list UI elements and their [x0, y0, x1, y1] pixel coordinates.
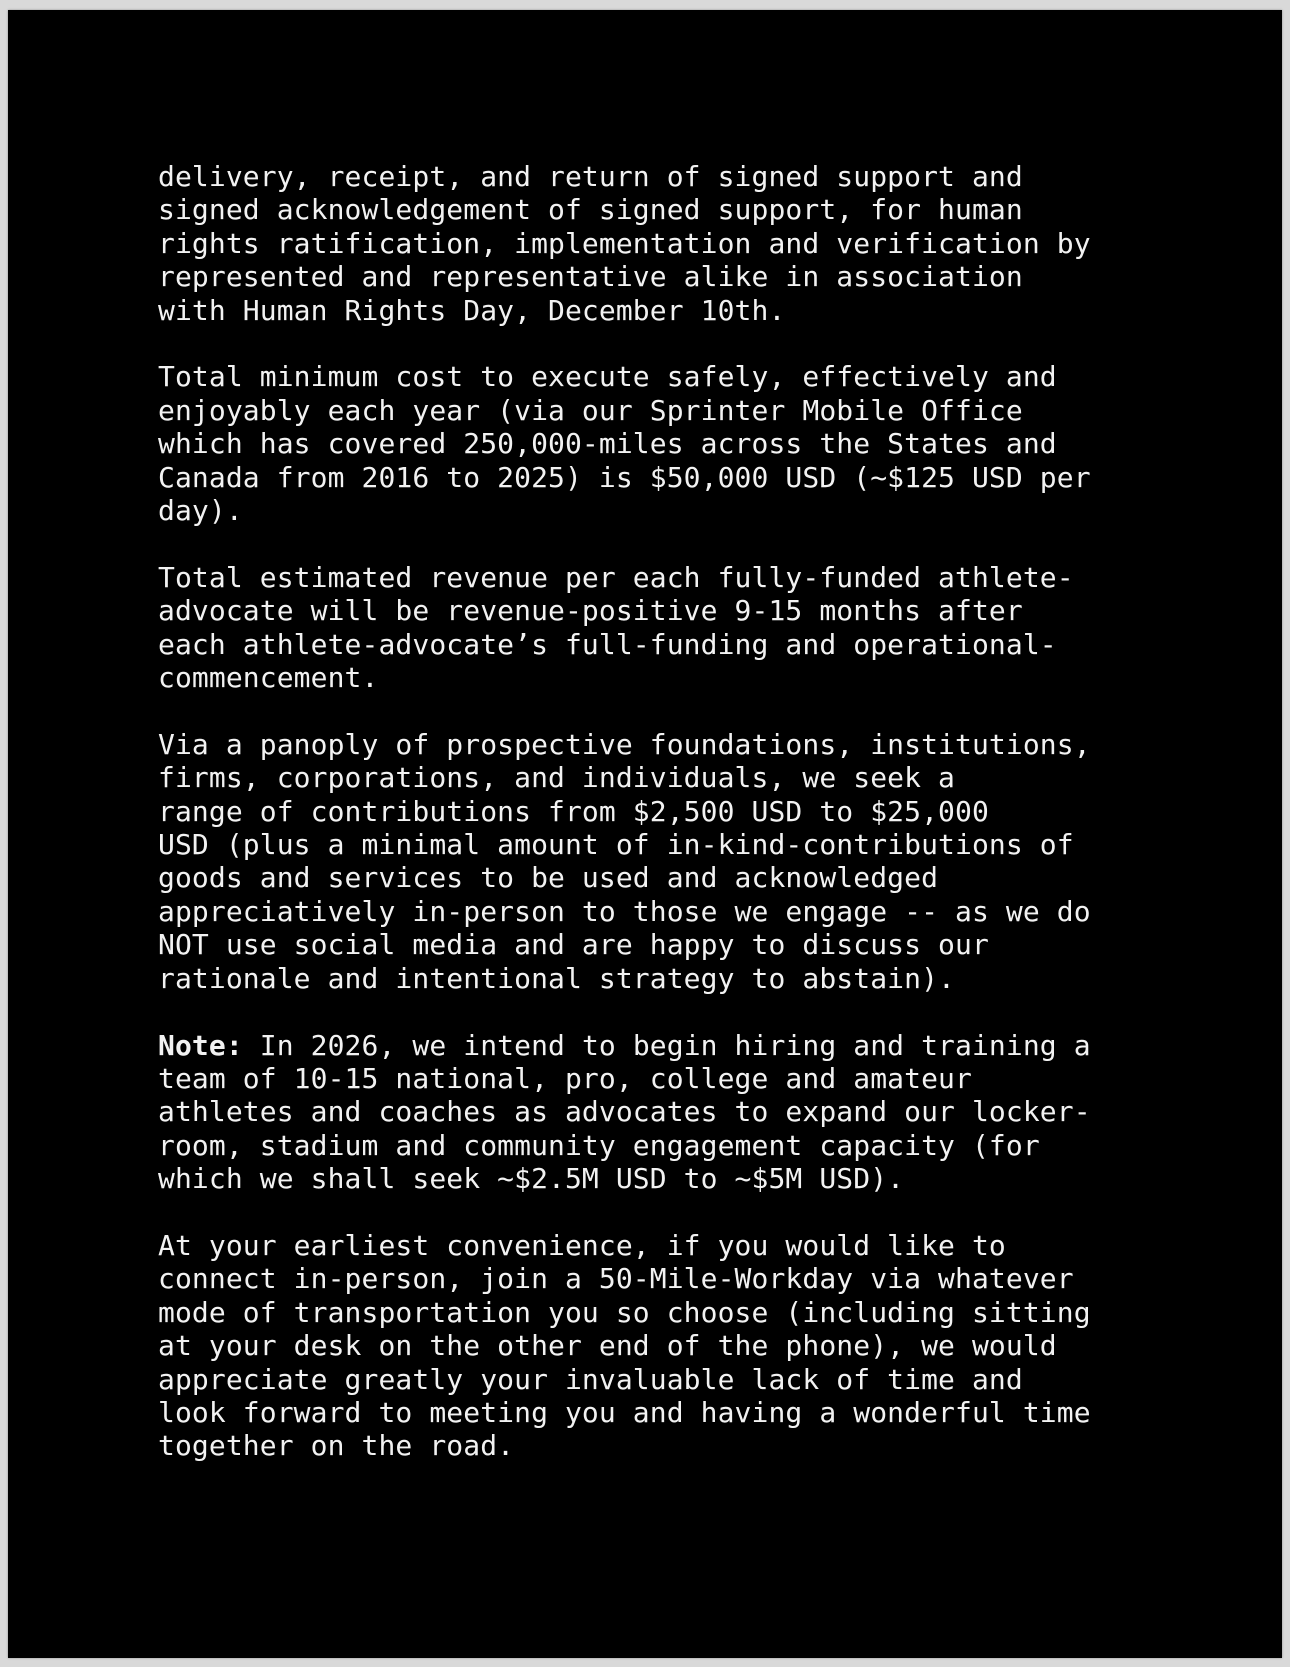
paragraph-minimum-cost: Total minimum cost to execute safely, effectively and enjoyably each year (via our Sprinter Mobile Office which has covered 250,000-miles across the States and Canada from 2016 to 2025) is $50,000 USD (~$125 USD per day). — [158, 360, 1091, 528]
paragraph-estimated-revenue: Total estimated revenue per each fully-funded athlete- advocate will be revenue-positive 9-15 months after each athlete-advocate’s full-funding and operational- commencement. — [158, 560, 1074, 695]
document-body — [158, 160, 1168, 1463]
paragraph-signed-support: delivery, receipt, and return of signed support and signed acknowledgement of signed support, for human rights ratification, implementation and verification by represented and representative alike in association with Human Rights Day, December 10th. — [158, 160, 1091, 327]
paragraph-note — [158, 1029, 1168, 1196]
document-page — [8, 10, 1282, 1658]
note-text: In 2026, we intend to begin hiring and training a team of 10-15 national, pro, college and amateur athletes and coaches as advocates to expand our locker- room, stadium and community engagement capacity (for which we shall seek ~$2.5M USD to ~$5M USD). — [158, 1028, 1091, 1196]
paragraph-contributions: Via a panoply of prospective foundations, institutions, firms, corporations, and individuals, we seek a range of contributions from $2,500 USD to $25,000 USD (plus a minimal amount of in-kind-contributions of goods and services to be used and acknowledged appreciatively in-person to those we engage -- as we do NOT use social media and are happy to discuss our rationale and intentional strategy to abstain). — [158, 727, 1091, 995]
note-label: Note: — [158, 1028, 243, 1062]
paragraph-closing: At your earliest convenience, if you would like to connect in-person, join a 50-Mile-Workday via whatever mode of transportation you so choose (including sitting at your desk on the other end of the phone), we would appreciate greatly your invaluable lack of time and look forward to meeting you and having a wonderful time together on the road. — [158, 1228, 1091, 1463]
